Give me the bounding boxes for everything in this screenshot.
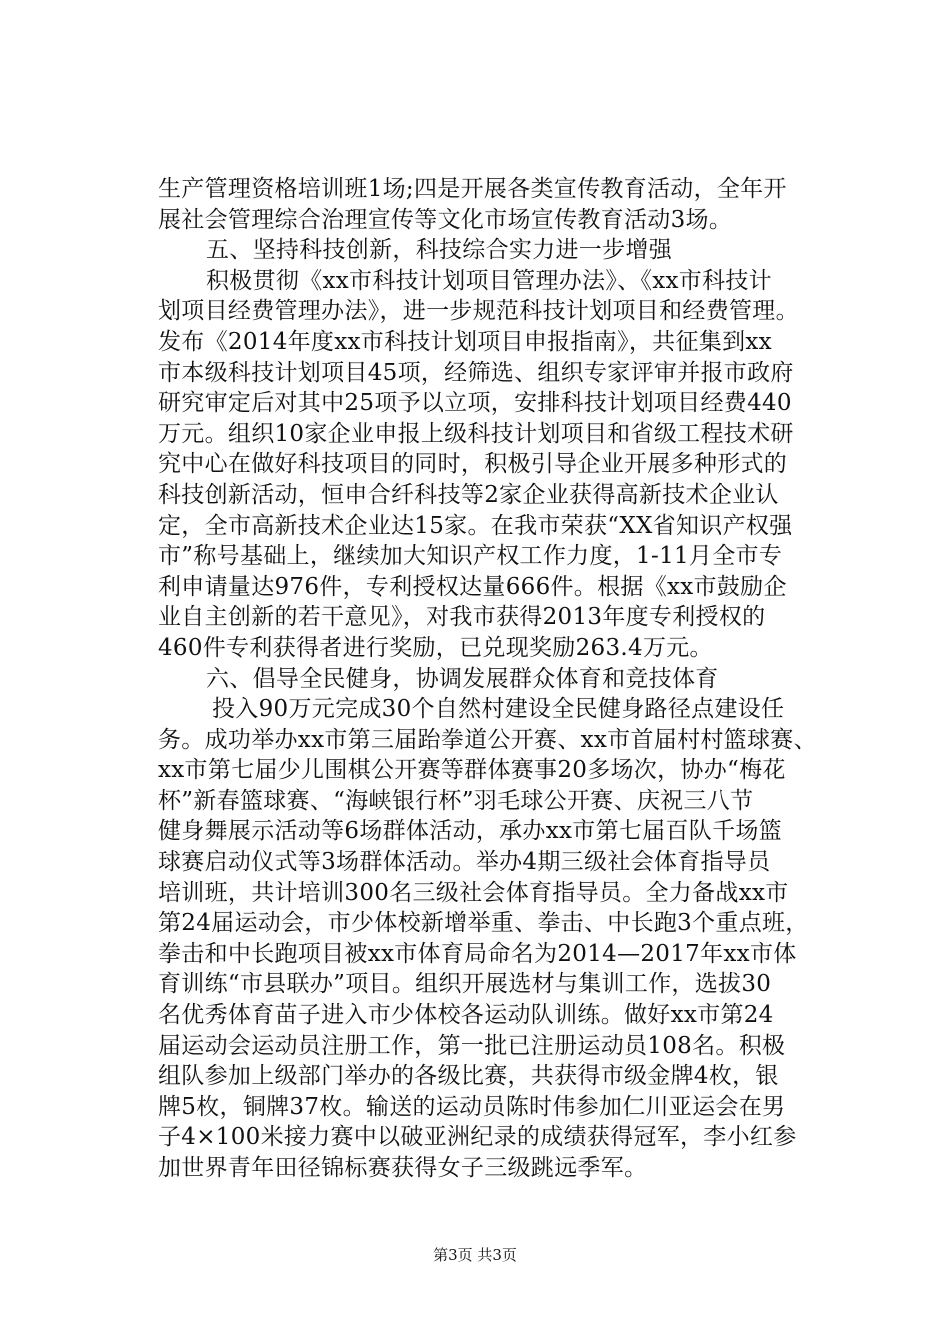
text-line: 利申请量达976件，专利授权达量666件。根据《xx市鼓励企 — [158, 573, 787, 600]
text-line: 究中心在做好科技项目的同时，积极引导企业开展多种形式的 — [158, 451, 788, 478]
text-line: 务。成功举办xx市第三届跆拳道公开赛、xx市首届村村篮球赛、 — [158, 726, 817, 753]
text-line: 定，全市高新技术企业达15家。在我市荣获“XX省知识产权强 — [158, 512, 793, 539]
text-line: 届运动会运动员注册工作，第一批已注册运动员108名。积极 — [158, 1032, 786, 1059]
text-line: 名优秀体育苗子进入市少体校各运动队训练。做好xx市第24 — [158, 1002, 774, 1029]
text-line: 育训练“市县联办”项目。组织开展选材与集训工作，选拔30 — [158, 971, 772, 998]
text-line: 培训班，共计培训300名三级社会体育指导员。全力备战xx市 — [158, 879, 789, 906]
text-line: 展社会管理综合治理宣传等文化市场宣传教育活动3场。 — [158, 206, 733, 233]
text-line: 牌5枚，铜牌37枚。输送的运动员陈时伟参加仁川亚运会在男 — [158, 1093, 786, 1120]
document-body — [158, 174, 848, 1184]
text-line: 投入90万元完成30个自然村建设全民健身路径点建设任 — [212, 696, 785, 723]
text-line: xx市第七届少儿围棋公开赛等群体赛事20多场次，协办“梅花 — [158, 757, 786, 784]
text-line: 市本级科技计划项目45项，经筛选、组织专家评审并报市政府 — [158, 359, 794, 386]
page-number-footer: 第3页 共3页 — [433, 1246, 517, 1264]
text-line: 杯”新春篮球赛、“海峡银行杯”羽毛球公开赛、庆祝三八节 — [158, 787, 754, 814]
text-line: 市”称号基础上，继续加大知识产权工作力度，1-11月全市专 — [158, 543, 783, 570]
text-line: 第24届运动会，市少体校新增举重、拳击、中长跑3个重点班， — [158, 910, 809, 937]
text-line: 发布《2014年度xx市科技计划项目申报指南》，共征集到xx — [158, 328, 772, 355]
text-line: 划项目经费管理办法》，进一步规范科技计划项目和经费管理。 — [158, 298, 799, 325]
section-heading-6: 六、倡导全民健身，协调发展群众体育和竞技体育 — [206, 665, 719, 692]
text-line: 球赛启动仪式等3场群体活动。举办4期三级社会体育指导员 — [158, 849, 771, 876]
text-line: 科技创新活动，恒申合纤科技等2家企业获得高新技术企业认 — [158, 481, 779, 508]
text-line: 加世界青年田径锦标赛获得女子三级跳远季军。 — [158, 1155, 648, 1181]
text-line: 万元。组织10家企业申报上级科技计划项目和省级工程技术研 — [158, 420, 794, 447]
text-line: 拳击和中长跑项目被xx市体育局命名为2014—2017年xx市体 — [158, 940, 797, 967]
section-heading-5: 五、坚持科技创新，科技综合实力进一步增强 — [206, 237, 672, 264]
text-line: 积极贯彻《xx市科技计划项目管理办法》、《xx市科技计 — [206, 267, 772, 294]
text-line: 子4×100米接力赛中以破亚洲纪录的成绩获得冠军，李小红参 — [158, 1124, 797, 1151]
text-line: 生产管理资格培训班1场;四是开展各类宣传教育活动，全年开 — [158, 176, 787, 202]
text-line: 业自主创新的若干意见》，对我市获得2013年度专利授权的 — [158, 604, 766, 631]
text-line: 健身舞展示活动等6场群体活动，承办xx市第七届百队千场篮 — [158, 818, 782, 845]
text-line: 460件专利获得者进行奖励，已兑现奖励263.4万元。 — [158, 634, 713, 661]
text-line: 组队参加上级部门举办的各级比赛，共获得市级金牌4枚，银 — [158, 1063, 779, 1090]
text-line: 研究审定后对其中25项予以立项，安排科技计划项目经费440 — [158, 390, 792, 417]
